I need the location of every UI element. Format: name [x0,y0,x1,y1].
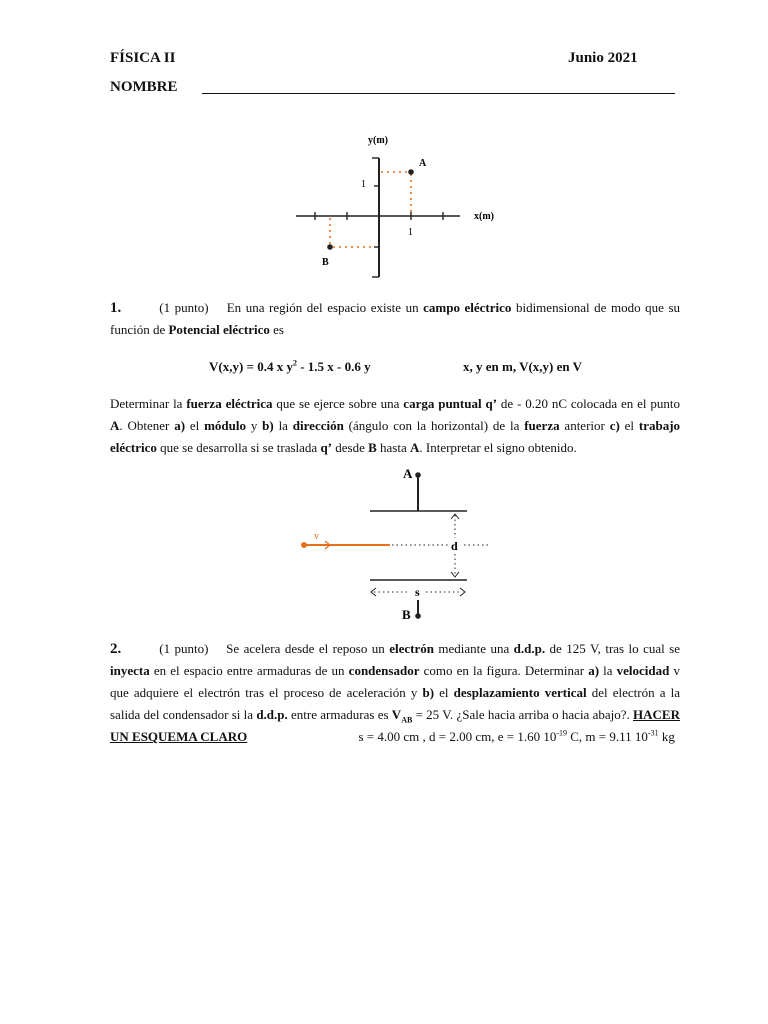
length-arrow-right-icon [460,588,465,596]
figure-capacitor [290,462,500,627]
velocity-label: v [314,531,319,542]
name-blank-line [202,80,675,94]
y-axis-label: y(m) [368,135,388,146]
terminal-b-dot [415,613,421,619]
x-tick-label: 1 [408,227,413,238]
length-label: s [415,585,420,599]
problem-2-number: 2. [110,641,122,657]
figure-coordinates [290,128,505,283]
y-tick-label: 1 [361,179,366,190]
point-a-marker [408,169,414,175]
diagram-instruction: HACER UN ESQUEMA CLARO [110,707,680,744]
point-b-label: B [322,257,329,268]
problem-2-data: s = 4.00 cm , d = 2.00 cm, e = 1.60 $10^{-19}$ C, m = 9.11 $10^{-31}$ kg [358,728,675,744]
problem-1-points: (1 punto) [159,300,209,315]
name-label: NOMBRE [110,79,178,95]
problem-2-statement: 2. (1 punto) Se acelera desde el reposo un electrón mediante una d.d.p. de 125 V, tras lo cual se inyecta en el espacio entre armaduras de un condensador como en la figura. Determinar a) la velocidad v que adquiere el electrón tras el proceso de aceleración y b) el desplazamiento vertical del electrón a la salida del condensador si la d.d.p. entre armaduras es $V_{AB} = 25$ V. ¿Sale hacia arriba o hacia abajo?. HACER UN ESQUEMA CLARO s = 4.00 cm , d = 2.00 cm, e = 1.60 $10^{-19}$ C, m = 9.11 $10^{-31}$ kg [110,641,681,744]
point-a-label: A [419,158,427,169]
problem-1-statement: 1. (1 punto) En una región del espacio existe un campo eléctrico bidimensional de modo que su función de Potencial eléctrico es [110,300,680,337]
problem-1-number: 1. [110,300,122,316]
terminal-a-label: A [403,466,413,481]
problem-2-points: (1 punto) [159,641,209,656]
exam-date: Junio 2021 [568,50,638,66]
subject-title: FÍSICA II [110,50,176,66]
problem-1-questions: Determinar la fuerza eléctrica que se ejerce sobre una carga puntual q’ de - 0.20 nC colocada en el punto A. Obtener a) el módulo y b) la dirección (ángulo con la horizontal) de la fuerza anterior c) el trabajo eléctrico que se desarrolla si se traslada q’ desde B hasta A. Interpretar el signo obtenido. [110,396,681,455]
gap-label: d [451,539,458,553]
x-axis-label: x(m) [474,211,494,222]
terminal-b-label: B [402,607,411,622]
point-b-marker [327,244,333,250]
potential-equation: V(x,y) = 0.4 x $y^2 - 1.5$ x - 0.6 y [209,358,371,374]
equation-units: x, y en m, V(x,y) en V [463,359,583,374]
